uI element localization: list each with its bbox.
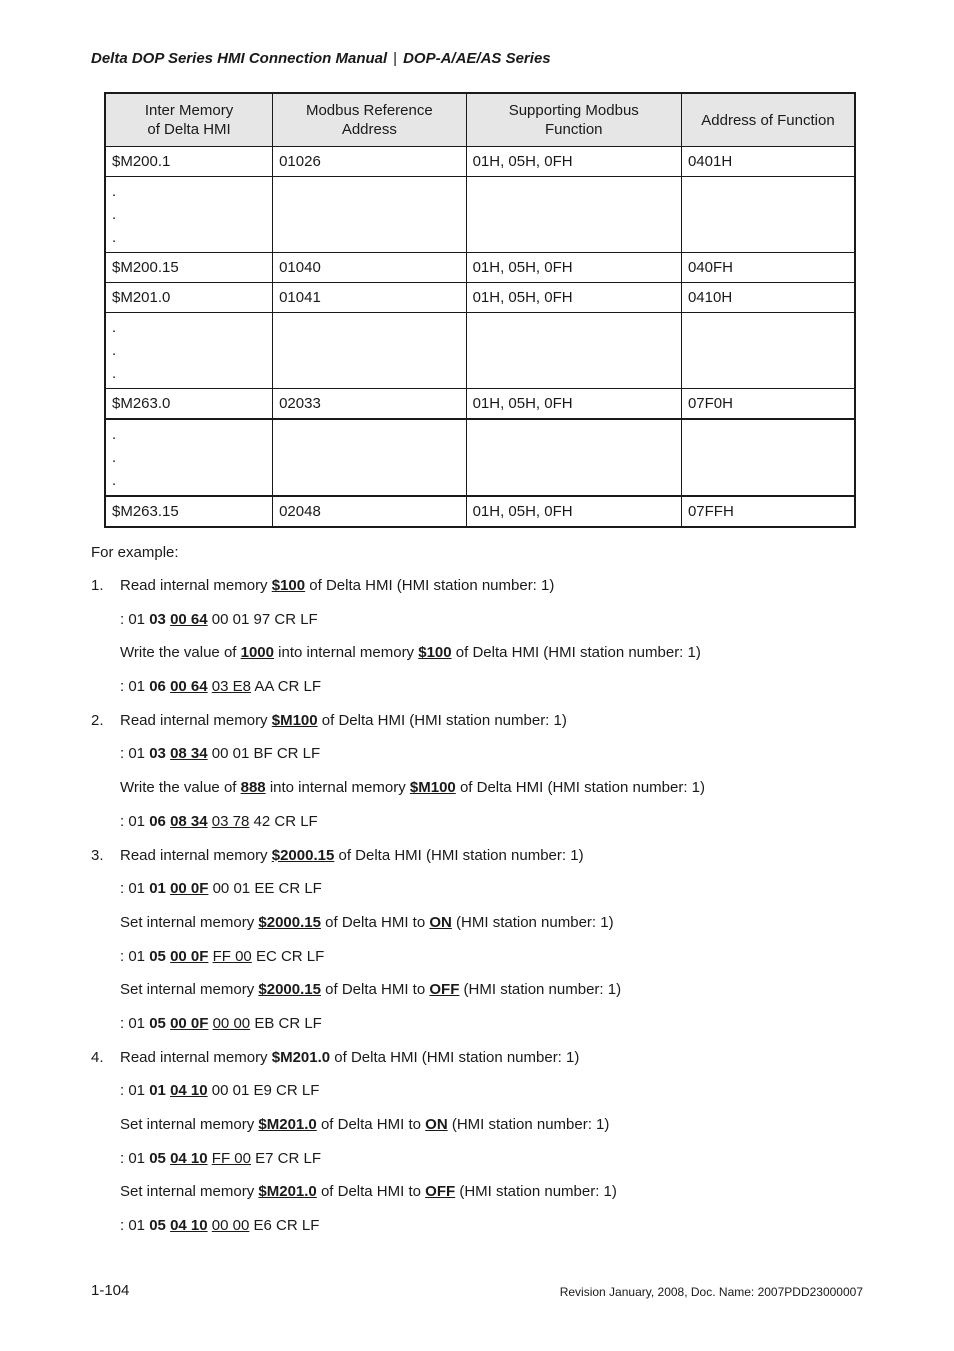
cell-reference: 02048 [273, 496, 466, 527]
example-4-read-command: : 01 01 04 10 00 01 E9 CR LF [120, 1082, 320, 1100]
example-3-off-desc: Set internal memory $2000.15 of Delta HMI to OFF (HMI station number: 1) [120, 981, 622, 999]
cell-function: 01H, 05H, 0FH [466, 496, 681, 527]
examples-intro: For example: [91, 544, 179, 561]
header-inter-memory: Inter Memory of Delta HMI [105, 93, 273, 147]
example-2-write-command: : 01 06 08 34 03 78 42 CR LF [120, 812, 318, 830]
table-row [105, 253, 855, 283]
cell-memory: $M200.15 [105, 253, 273, 283]
examples-section [91, 541, 871, 1248]
header-supporting-function: Supporting Modbus Function [466, 93, 681, 147]
page-header [91, 50, 551, 67]
example-2-read-command: : 01 03 08 34 00 01 BF CR LF [120, 745, 321, 763]
example-4-on-desc: Set internal memory $M201.0 of Delta HMI to ON (HMI station number: 1) [120, 1116, 610, 1133]
table-ellipsis-row [105, 419, 855, 496]
example-4-read-desc: 4. Read internal memory $M201.0 of Delta HMI (HMI station number: 1) [91, 1048, 580, 1066]
example-3-on-command: : 01 05 00 0F FF 00 EC CR LF [120, 947, 325, 965]
cell-address: 040FH [681, 253, 855, 283]
cell-memory: $M263.0 [105, 389, 273, 420]
table-row [105, 389, 855, 420]
example-3-on-desc: Set internal memory $2000.15 of Delta HMI to ON (HMI station number: 1) [120, 913, 614, 931]
cell-memory: $M200.1 [105, 147, 273, 177]
cell-address: 0401H [681, 147, 855, 177]
revision-note: Revision January, 2008, Doc. Name: 2007PDD23000007 [559, 1285, 863, 1299]
header-modbus-reference: Modbus Reference Address [273, 93, 466, 147]
table-row [105, 147, 855, 177]
cell-function: 01H, 05H, 0FH [466, 253, 681, 283]
cell-reference: 01026 [273, 147, 466, 177]
cell-reference: 02033 [273, 389, 466, 420]
ellipsis-cell: . . . [105, 177, 273, 253]
series-name: DOP-A/AE/AS Series [403, 50, 551, 67]
table-ellipsis-row [105, 177, 855, 253]
cell-function: 01H, 05H, 0FH [466, 283, 681, 313]
header-address-of-function: Address of Function [681, 93, 855, 147]
example-2-write-desc: Write the value of 888 into internal memory $M100 of Delta HMI (HMI station number: 1) [120, 779, 706, 797]
example-3-read-desc: 3. Read internal memory $2000.15 of Delta HMI (HMI station number: 1) [91, 846, 584, 864]
ellipsis-cell: . . . [105, 313, 273, 389]
manual-title: Delta DOP Series HMI Connection Manual [91, 50, 388, 67]
table-header-row [105, 93, 855, 147]
register-mapping-table [104, 92, 856, 528]
cell-address: 0410H [681, 283, 855, 313]
table-row [105, 496, 855, 527]
header-separator: | [393, 50, 398, 67]
example-4-off-desc: Set internal memory $M201.0 of Delta HMI to OFF (HMI station number: 1) [120, 1183, 617, 1201]
cell-memory: $M201.0 [105, 283, 273, 313]
cell-reference: 01040 [273, 253, 466, 283]
table-ellipsis-row [105, 313, 855, 389]
page-number: 1-104 [91, 1282, 130, 1299]
example-1-read-desc: 1. Read internal memory $100 of Delta HMI (HMI station number: 1) [91, 577, 555, 594]
ellipsis-cell: . . . [105, 419, 273, 496]
example-3-read-command: : 01 01 00 0F 00 01 EE CR LF [120, 880, 322, 898]
example-2-read-desc: 2. Read internal memory $M100 of Delta HMI (HMI station number: 1) [91, 711, 567, 729]
cell-address: 07FFH [681, 496, 855, 527]
example-1-read-command: : 01 03 00 64 00 01 97 CR LF [120, 610, 318, 628]
cell-function: 01H, 05H, 0FH [466, 389, 681, 420]
example-1-write-desc: Write the value of 1000 into internal memory $100 of Delta HMI (HMI station number: 1) [120, 644, 701, 662]
example-3-off-command: : 01 05 00 0F 00 00 EB CR LF [120, 1014, 322, 1032]
example-4-on-command: : 01 05 04 10 FF 00 E7 CR LF [120, 1149, 322, 1167]
example-1-write-command: : 01 06 00 64 03 E8 AA CR LF [120, 678, 322, 696]
cell-reference: 01041 [273, 283, 466, 313]
example-4-off-command: : 01 05 04 10 00 00 E6 CR LF [120, 1217, 320, 1235]
table-row [105, 283, 855, 313]
cell-memory: $M263.15 [105, 496, 273, 527]
cell-address: 07F0H [681, 389, 855, 420]
cell-function: 01H, 05H, 0FH [466, 147, 681, 177]
